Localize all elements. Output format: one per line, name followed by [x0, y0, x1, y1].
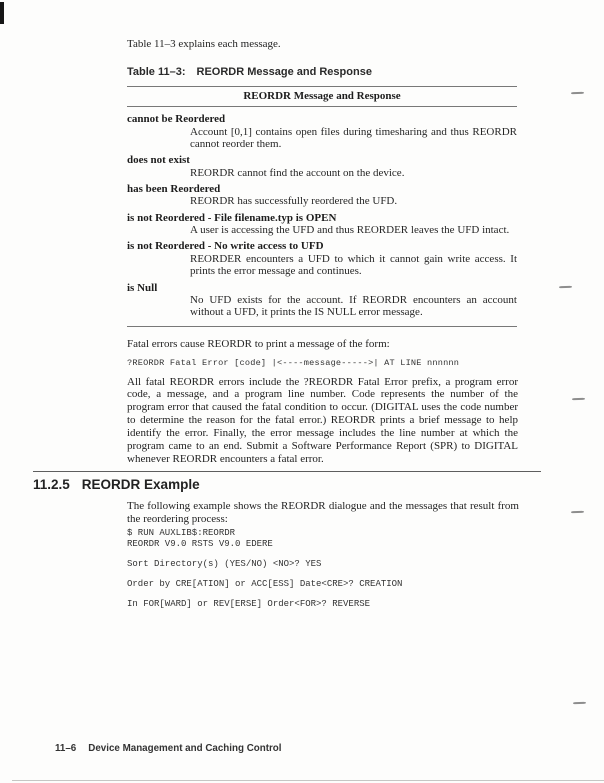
entry-term: is not Reordered - File filename.typ is OPEN [127, 211, 337, 224]
table-entry [127, 240, 517, 277]
scan-corner-mark [0, 2, 4, 24]
entry-desc: Account [0,1] contains open files during timesharing and thus REORDR cannot reorder them. [190, 125, 517, 150]
margin-mark [571, 511, 584, 513]
table-entry [127, 113, 517, 150]
entry-desc: REORDR has successfully reordered the UFD. [190, 195, 398, 208]
code-line: $ RUN AUXLIB$:REORDR [127, 528, 236, 538]
code-line: In FOR[WARD] or REV[ERSE] Order<FOR>? REVERSE [127, 599, 371, 609]
section-heading [33, 477, 200, 492]
margin-mark [573, 702, 586, 704]
section-title: REORDR Example [81, 477, 200, 492]
table-caption-label: Table 11–3: [127, 66, 186, 78]
table-entry [127, 183, 517, 208]
table-entry [127, 212, 517, 237]
code-line: REORDR V9.0 RSTS V9.0 EDERE [127, 539, 273, 549]
fatal-error-block [127, 338, 518, 466]
entry-term: does not exist [127, 154, 190, 167]
entry-term: cannot be Reordered [127, 113, 226, 125]
margin-mark [571, 92, 584, 94]
table-caption-title: REORDR Message and Response [196, 66, 372, 78]
entry-term: is Null [127, 281, 158, 294]
table-caption [127, 66, 372, 78]
table-header: REORDR Message and Response [127, 86, 517, 107]
fatal-intro: Fatal errors cause REORDR to print a message of the form: [127, 338, 390, 350]
footer-title: Device Management and Caching Control [88, 743, 282, 754]
reordr-message-table [127, 86, 517, 327]
table-bottom-rule [127, 326, 517, 327]
fatal-paragraph: All fatal REORDR errors include the ?REORDR Fatal Error prefix, a program error code, a message, and a program line number. Code represents the number of the program error that caused the fatal condition to occur. (DIGITAL uses the code number to determine the reason for the fatal error.) REORDR prints a brief message to help identify the error. Finally, the error message includes the line number at which the program came to an end. Submit a Software Performance Report (SPR) to DIGITAL whenever REORDR encounters a fatal error. [127, 375, 518, 465]
entry-desc: No UFD exists for the account. If REORDR encounters an account without a UFD, it prints the IS NULL error message. [190, 294, 517, 319]
entry-term: has been Reordered [127, 182, 221, 195]
example-code-block [127, 528, 402, 610]
footer-page-number: 11–6 [55, 743, 77, 754]
table-body [127, 107, 517, 319]
fatal-error-code: ?REORDR Fatal Error [code] |<----message----->| AT LINE nnnnnn [127, 357, 460, 368]
code-line: Sort Directory(s) (YES/NO) <NO>? YES [127, 559, 322, 569]
margin-mark [559, 286, 572, 288]
margin-mark [572, 398, 585, 400]
page-intro: Table 11–3 explains each message. [127, 38, 281, 50]
page-footer [55, 743, 282, 754]
entry-desc: REORDR cannot find the account on the device. [190, 166, 405, 179]
section-divider-rule [33, 471, 541, 472]
table-entry [127, 282, 517, 319]
table-entry [127, 154, 517, 179]
page-bottom-edge [12, 780, 604, 781]
entry-term: is not Reordered - No write access to UFD [127, 240, 324, 253]
section-intro: The following example shows the REORDR dialogue and the messages that result from the reordering process: [127, 500, 519, 525]
entry-desc: A user is accessing the UFD and thus REORDER leaves the UFD intact. [190, 224, 510, 237]
code-line: Order by CRE[ATION] or ACC[ESS] Date<CRE>? CREATION [127, 579, 403, 589]
section-number: 11.2.5 [33, 477, 70, 492]
entry-desc: REORDER encounters a UFD to which it cannot gain write access. It prints the error message and continues. [190, 252, 517, 278]
